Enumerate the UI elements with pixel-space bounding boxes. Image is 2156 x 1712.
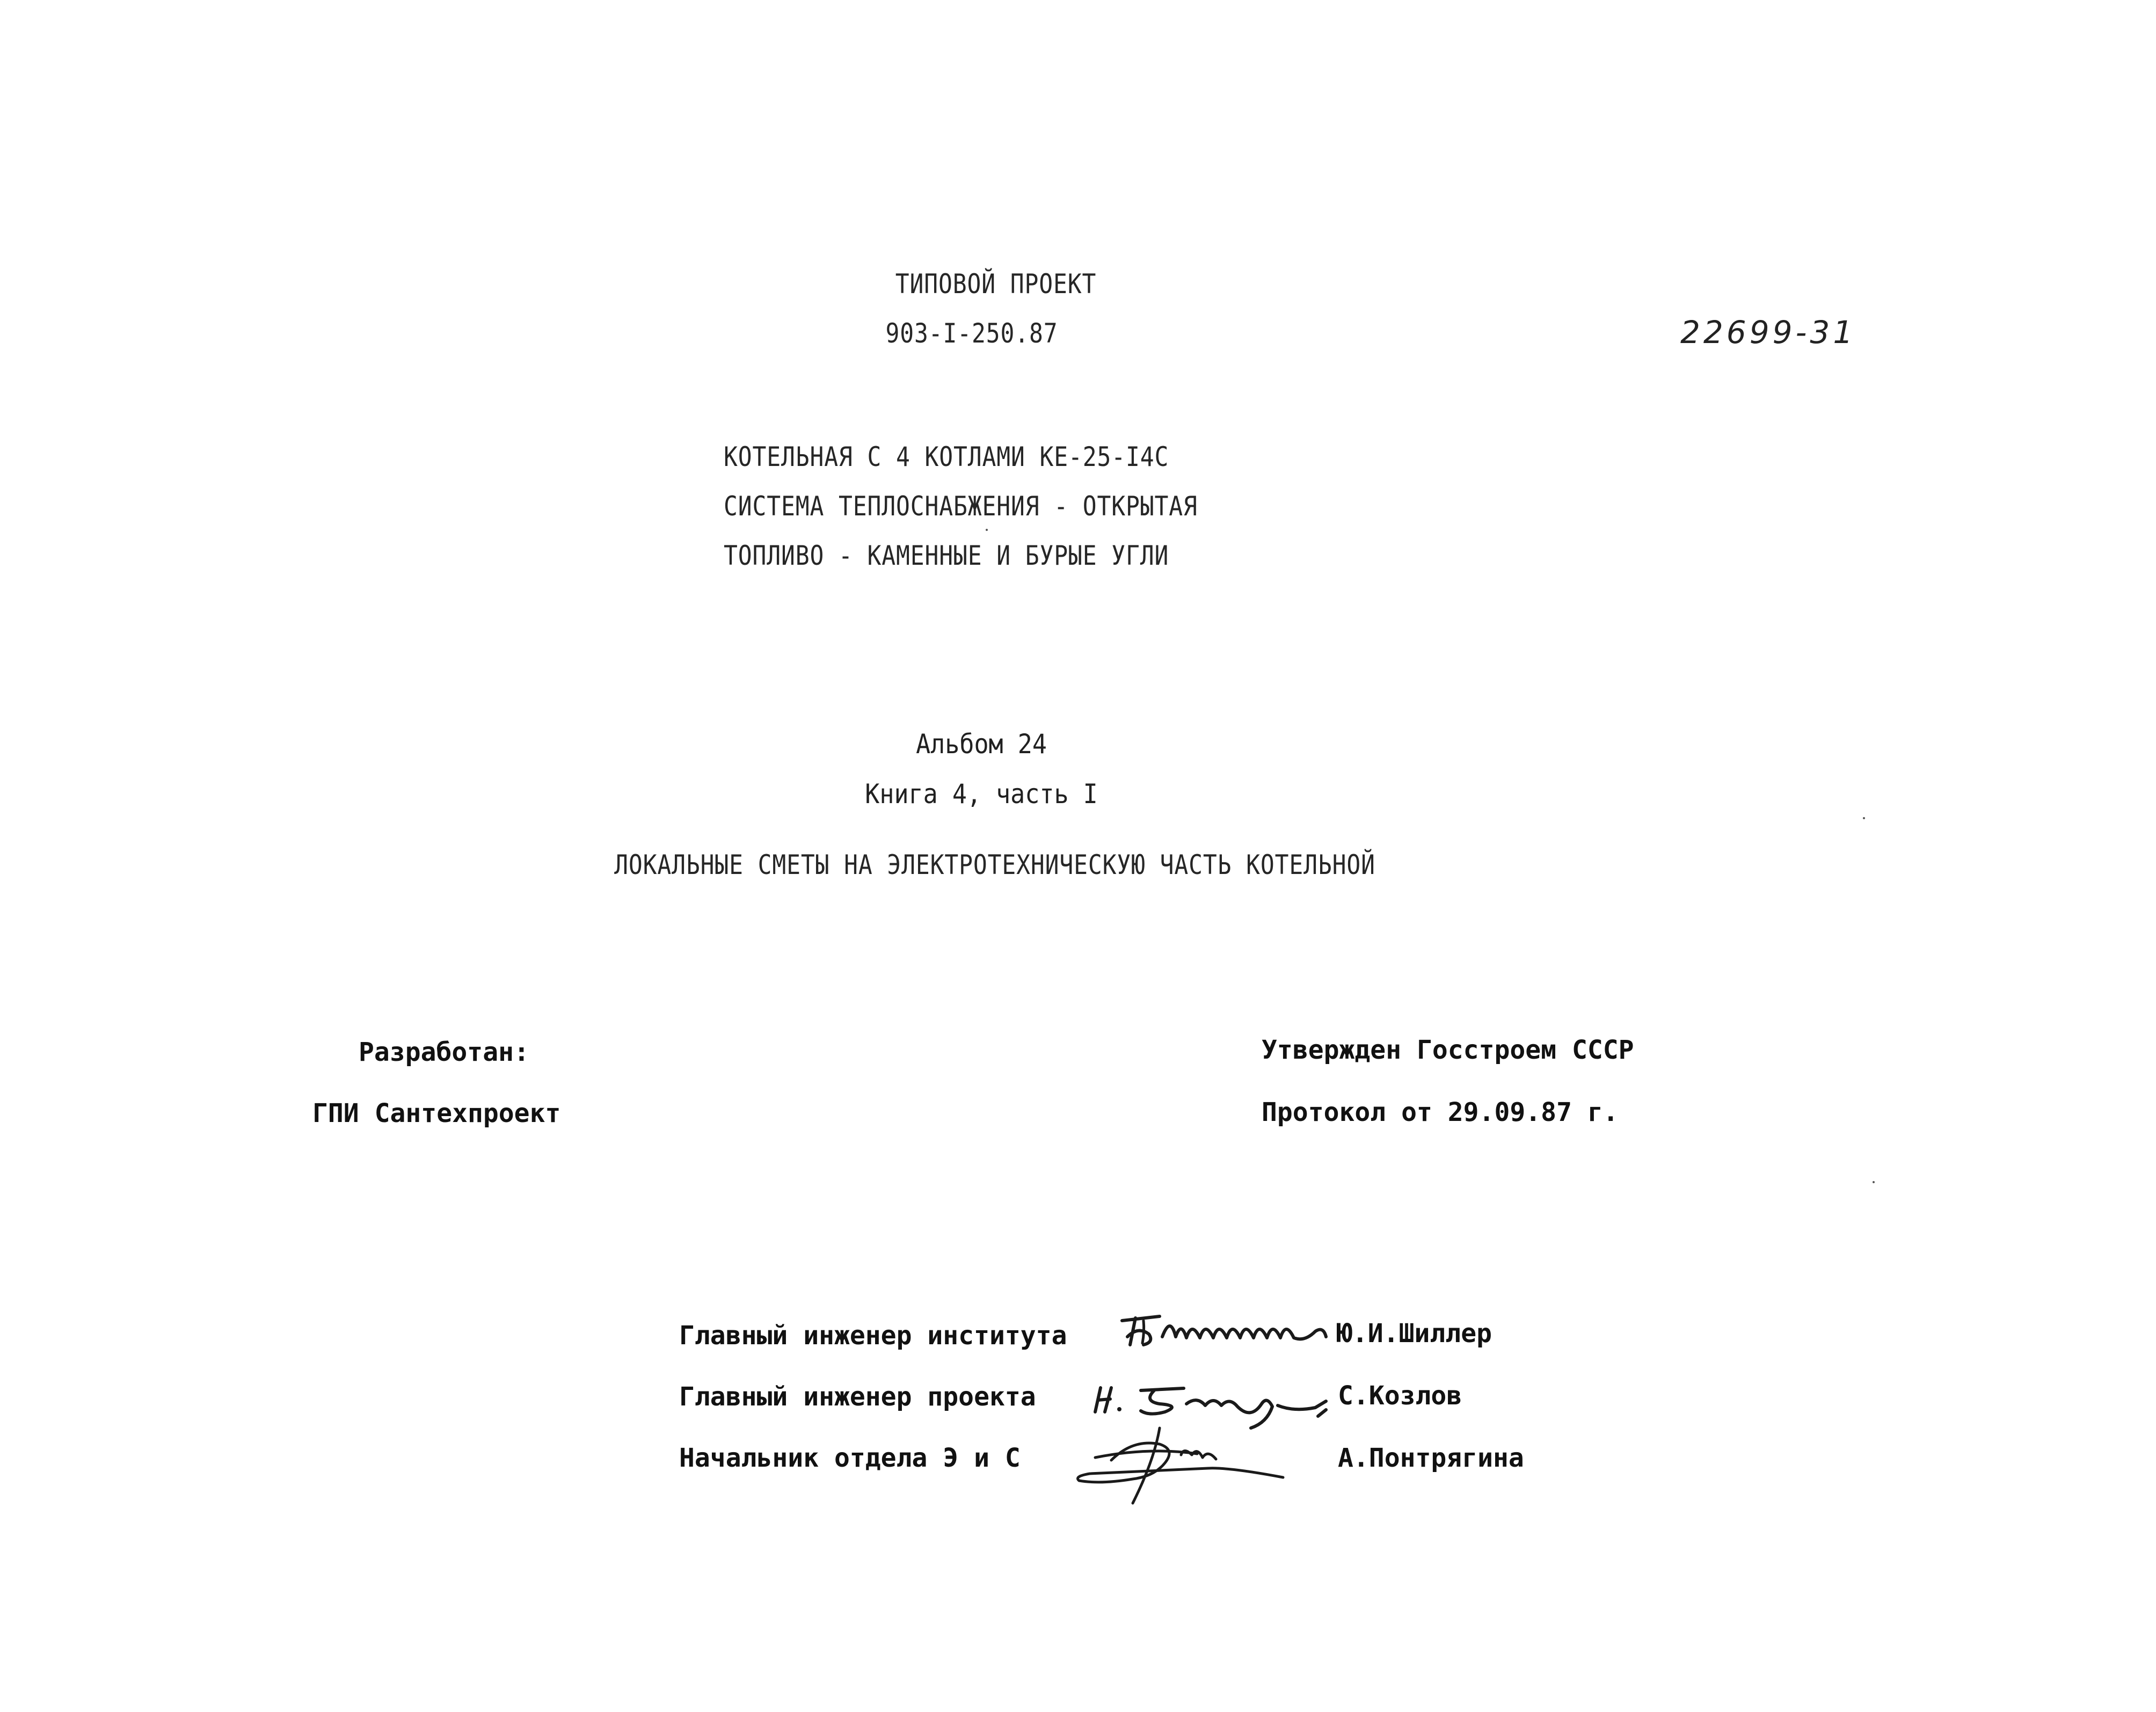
signatory-position-1: Главный инженер института — [679, 1321, 1067, 1351]
inventory-number: 22699-31 — [1680, 314, 1856, 351]
album-title: ЛОКАЛЬНЫЕ СМЕТЫ НА ЭЛЕКТРОТЕХНИЧЕСКУЮ ЧАСТЬ КОТЕЛЬНОЙ — [614, 849, 1375, 880]
description-line-1: КОТЕЛЬНАЯ С 4 КОТЛАМИ КЕ-25-I4С — [724, 441, 1169, 472]
description-line-3: ТОПЛИВО - КАМЕННЫЕ И БУРЫЕ УГЛИ — [724, 540, 1169, 571]
approval-authority: Утвержден Госстроем СССР — [1262, 1035, 1634, 1065]
project-number: 903-I-250.87 — [885, 318, 1058, 349]
signatory-position-3: Начальник отдела Э и С — [679, 1443, 1021, 1473]
project-type: ТИПОВОЙ ПРОЕКТ — [895, 268, 1097, 300]
signatory-name-1: Ю.И.Шиллер — [1337, 1318, 1492, 1349]
signatory-position-2: Главный инженер проекта — [679, 1382, 1036, 1412]
signatory-name-3: А.Понтрягина — [1338, 1443, 1524, 1473]
description-line-2: СИСТЕМА ТЕПЛОСНАБЖЕНИЯ - ОТКРЫТАЯ — [724, 491, 1198, 522]
signature-3 — [1068, 1417, 1294, 1509]
signature-1 — [1111, 1305, 1342, 1364]
book-part: Книга 4, часть I — [865, 778, 1098, 810]
signatory-name-2: С.Козлов — [1338, 1381, 1462, 1411]
approval-protocol: Протокол от 29.09.87 г. — [1262, 1097, 1619, 1127]
developer-organization: ГПИ Сантехпроект — [312, 1098, 561, 1128]
album-number: Альбом 24 — [916, 728, 1047, 760]
developer-label: Разработан: — [359, 1037, 529, 1067]
